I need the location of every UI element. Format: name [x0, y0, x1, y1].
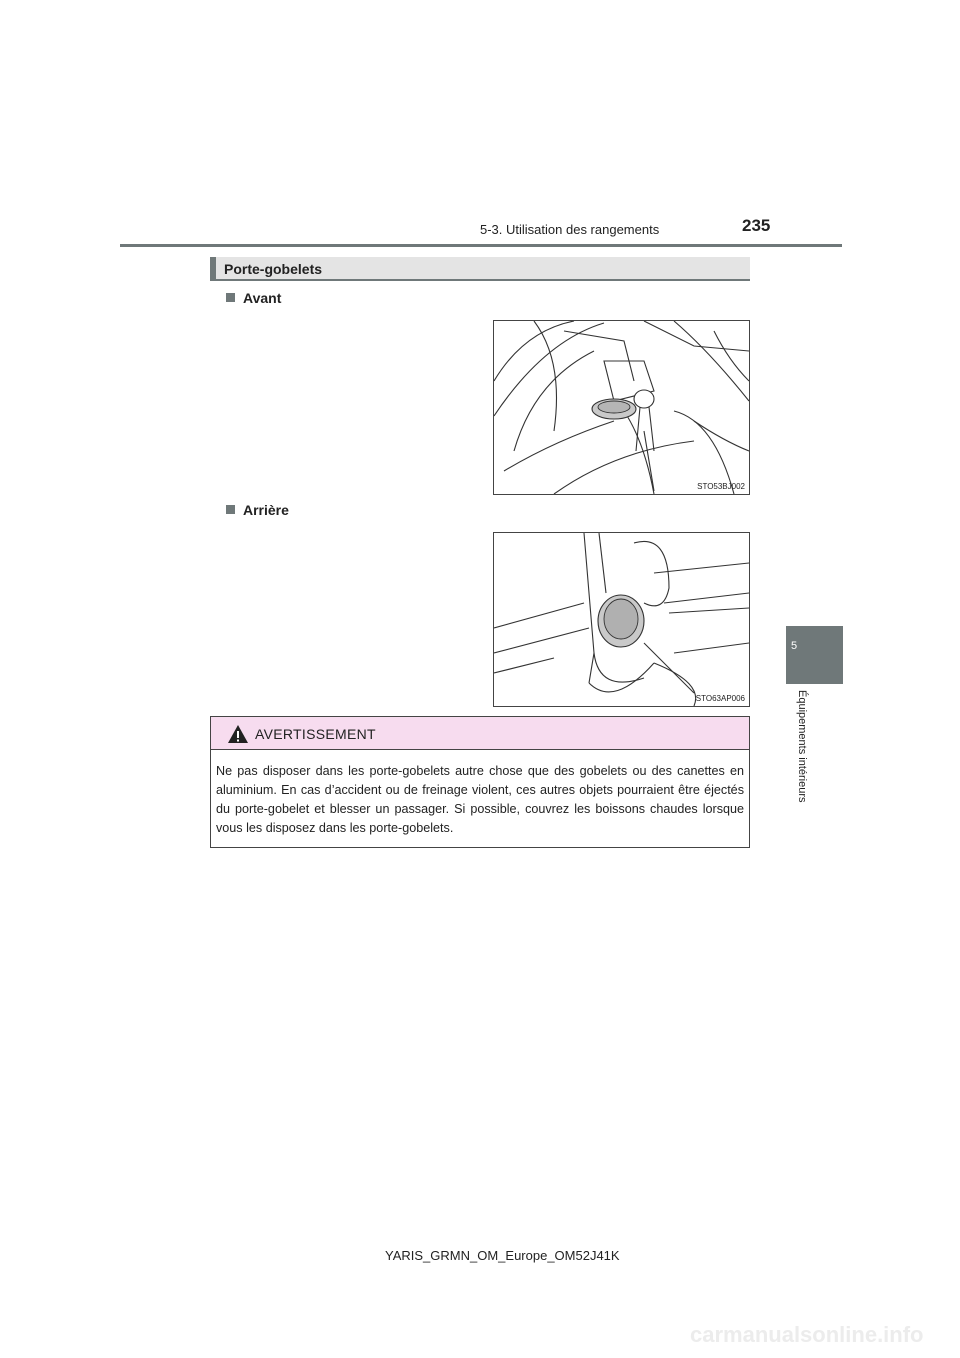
front-cupholder-figure: [493, 320, 750, 495]
chapter-tab: [786, 626, 843, 684]
rear-cupholder-figure: [493, 532, 750, 707]
document-code: YARIS_GRMN_OM_Europe_OM52J41K: [385, 1248, 620, 1263]
warning-header: [211, 717, 749, 750]
warning-box: [210, 716, 750, 848]
front-cupholder-illustration: [494, 321, 749, 494]
warning-text: Ne pas disposer dans les porte-gobelets autre chose que des gobelets ou des canettes en aluminium. En cas d’accident ou de freinage violent, ces autres objets pourraient être éjectés du porte-gobelet et blesser un passager. Si possible, couvrez les boissons chaudes lorsque vous les disposez dans les porte-gobelets.: [216, 764, 744, 835]
section-heading-text: Porte-gobelets: [224, 261, 323, 277]
bullet-square-icon: [226, 293, 235, 302]
section-heading: [210, 257, 750, 281]
header-section-title: 5-3. Utilisation des rangements: [480, 222, 660, 237]
subsection-heading-rear: [226, 502, 289, 518]
figure-code: STO63AP006: [695, 694, 745, 703]
subsection-title: Arrière: [243, 502, 289, 518]
warning-triangle-icon: [227, 724, 249, 744]
subsection-heading-front: [226, 290, 281, 306]
subsection-title: Avant: [243, 290, 282, 306]
warning-title: AVERTISSEMENT: [255, 726, 376, 742]
header-rule: [120, 244, 842, 247]
page-number: 235: [742, 216, 771, 235]
chapter-number: 5: [790, 640, 798, 652]
bullet-square-icon: [226, 505, 235, 514]
heading-bar: [210, 257, 216, 281]
chapter-title: Équipements intérieurs: [796, 690, 808, 803]
rear-cupholder-illustration: [494, 533, 749, 706]
figure-code: STO53BJ002: [697, 482, 745, 491]
watermark: carmanualsonline.info: [690, 1322, 924, 1347]
